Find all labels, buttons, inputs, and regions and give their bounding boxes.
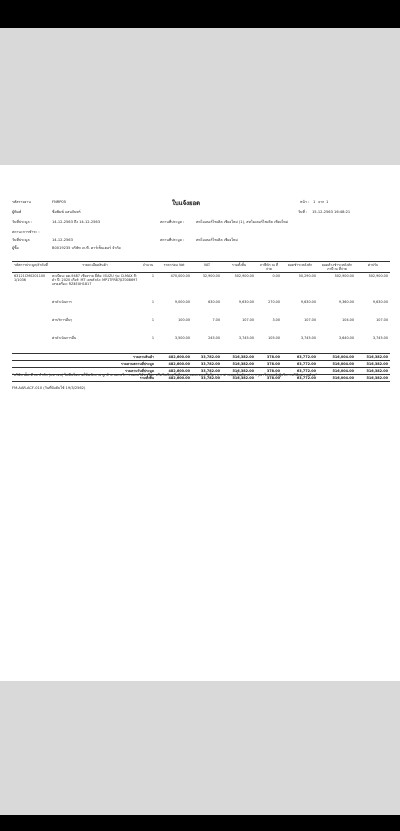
cell-vat: 245.00 xyxy=(208,336,220,340)
col-header-vat: VAT xyxy=(192,262,222,273)
cell-code: 63121CM0201100 1/1036 xyxy=(14,274,46,282)
cell-wht: 0.00 xyxy=(272,274,280,278)
summary-label: รวมตามวันที่ประมูล xyxy=(12,368,156,375)
auction-date-value: 14-12-2563 xyxy=(52,238,73,242)
summary-row-product xyxy=(12,354,390,361)
summary-price: 482,600.00 xyxy=(156,375,192,382)
summary-total: 516,382.00 xyxy=(222,354,256,361)
top-black-bar xyxy=(0,0,400,28)
summary-vat: 33,782.00 xyxy=(192,375,222,382)
cell-qty: 1 xyxy=(151,318,154,322)
col-header-qty: จำนวน xyxy=(140,262,156,273)
cell-wht: 270.00 xyxy=(268,300,280,304)
form-code: FM-AAR-ACF-010 (วันที่บังคับใช้ 19/3/2562) xyxy=(12,386,86,390)
cell-wht: 3.00 xyxy=(272,318,280,322)
cell-total: 9,630.00 xyxy=(238,300,254,304)
cell-price: 3,500.00 xyxy=(174,336,190,340)
cell-paid: 50,290.00 xyxy=(298,274,316,278)
page-title: ใบแจ้งยอด xyxy=(172,200,201,207)
summary-wht: 378.00 xyxy=(256,361,282,368)
page-value: 1 xyxy=(313,200,316,204)
col-header-wht: ภาษีหัก ณ ที่จ่าย xyxy=(256,262,282,273)
summary-net: 516,004.00 xyxy=(318,375,356,382)
cell-desc: ทะเบียน: ผต-9487 เชียงราย ยี่ห้อ: ISUZU รุ่น: D-MAX สี: ดำ ปี: 2020 เกียร์: MT เลขตัวถัง: MP1TFR87JLT008697 เลขเครื่อง: RZ4EUH1817 xyxy=(52,274,138,286)
cell-price: 9,000.00 xyxy=(174,300,190,304)
cell-total: 107.00 xyxy=(242,318,254,322)
cell-fine: 502,900.00 xyxy=(368,274,388,278)
summary-price: 482,600.00 xyxy=(156,354,192,361)
cell-price: 100.00 xyxy=(178,318,190,322)
page-of-label: จาก xyxy=(318,200,325,204)
location-label: สถานที่ประมูล : xyxy=(160,220,185,224)
summary-price: 482,600.00 xyxy=(156,368,192,375)
cell-paid: 9,630.00 xyxy=(300,300,316,304)
doc-code-label: รหัสรายงาน xyxy=(12,200,31,204)
cell-fine: 9,630.00 xyxy=(372,300,388,304)
cell-wht: 105.00 xyxy=(268,336,280,340)
summary-fine: 516,382.00 xyxy=(356,361,390,368)
summary-total: 516,382.00 xyxy=(222,368,256,375)
summary-net: 516,004.00 xyxy=(318,361,356,368)
summary-vat: 33,782.00 xyxy=(192,361,222,368)
cell-desc: ค่าดำเนินการอื่น xyxy=(52,336,77,340)
summary-total: 516,382.00 xyxy=(222,375,256,382)
summary-fine: 516,382.00 xyxy=(356,368,390,375)
col-header-code: รหัสการประมูล/ลำดับที่ xyxy=(12,262,50,273)
cell-vat: 630.00 xyxy=(208,300,220,304)
buyer-label: ผู้ซื้อ xyxy=(12,246,19,250)
summary-wht: 378.00 xyxy=(256,375,282,382)
summary-fine: 516,382.00 xyxy=(356,354,390,361)
payment-status-label: สถานะการชำระ : xyxy=(12,230,40,234)
summary-paid: 63,772.00 xyxy=(282,354,318,361)
date-label: วันที่ : xyxy=(298,210,308,214)
cell-net: 3,640.00 xyxy=(338,336,354,340)
cell-fine: 107.00 xyxy=(376,318,388,322)
col-header-fine: ค่าปรับ xyxy=(356,262,390,273)
buyer-value: B0019235 บริษัท เก.ที. คาร์เซ็นเตอร์ จำกัด xyxy=(52,246,121,250)
summary-paid: 63,772.00 xyxy=(282,368,318,375)
bottom-black-bar xyxy=(0,815,400,831)
summary-paid: 63,772.00 xyxy=(282,375,318,382)
summary-net: 516,004.00 xyxy=(318,368,356,375)
location-value: สหโมเตอร์ไซเคิล เชียงใหม่ (1), สหโมเตอร์ไซเคิล เชียงใหม่ xyxy=(196,220,289,224)
doc-code-value: FNRP05 xyxy=(52,200,66,204)
summary-label: รวมตามสถานที่ประมูล xyxy=(12,361,156,368)
cell-fine: 3,745.00 xyxy=(372,336,388,340)
cell-qty: 1 xyxy=(151,274,154,278)
summary-paid: 63,772.00 xyxy=(282,361,318,368)
col-header-desc: รายละเอียดสินค้า xyxy=(50,262,140,273)
cell-net: 104.00 xyxy=(342,318,354,322)
cell-net: 9,360.00 xyxy=(338,300,354,304)
col-header-paid: ยอดชำระหลังหัก xyxy=(282,262,318,273)
printer-value: ชื่อพิมพ์ แสนจันทร์ xyxy=(52,210,81,214)
date-value: 15-12-2563 16:48:21 xyxy=(312,210,351,214)
cell-paid: 3,745.00 xyxy=(300,336,316,340)
cell-qty: 1 xyxy=(151,300,154,304)
summary-net: 516,004.00 xyxy=(318,354,356,361)
cell-net: 502,900.00 xyxy=(334,274,354,278)
cell-qty: 1 xyxy=(151,336,154,340)
summary-label: รวมตามสินค้า xyxy=(12,354,156,361)
cell-desc: ค่าบริการอื่นๆ xyxy=(52,318,73,322)
cell-vat: 32,900.00 xyxy=(202,274,220,278)
summary-wht: 378.00 xyxy=(256,354,282,361)
period-label: วันที่ประมูล : xyxy=(12,220,32,224)
col-header-net: ยอดค้างชำระหลังหักภาษี ณ ที่จ่าย xyxy=(318,262,356,273)
summary-price: 482,600.00 xyxy=(156,361,192,368)
period-value: 14-12-2563 ถึง 14-12-2563 xyxy=(52,220,100,224)
cell-total: 3,745.00 xyxy=(238,336,254,340)
auction-place-label: สถานที่ประมูล : xyxy=(160,238,185,242)
summary-wht: 378.00 xyxy=(256,368,282,375)
col-header-total: รวมทั้งสิ้น xyxy=(222,262,256,273)
auction-date-label: วันที่ประมูล xyxy=(12,238,30,242)
summary-vat: 33,782.00 xyxy=(192,354,222,361)
page-label: หน้า : xyxy=(300,200,310,204)
summary-vat: 33,782.00 xyxy=(192,368,222,375)
cell-price: 470,000.00 xyxy=(170,274,190,278)
summary-total: 516,382.00 xyxy=(222,361,256,368)
printer-label: ผู้พิมพ์ xyxy=(12,210,22,214)
cell-desc: ค่าดำเนินการ xyxy=(52,300,72,304)
statement-page xyxy=(0,165,400,681)
summary-fine: 516,382.00 xyxy=(356,375,390,382)
cell-total: 502,900.00 xyxy=(234,274,254,278)
cell-paid: 107.00 xyxy=(304,318,316,322)
table-header-row xyxy=(12,262,390,273)
footer-note: "บริษัท เอ็ม ดี เค จำกัด (มหาชน) ไม่มีนโยบายให้พนักงาน ลูกจ้าง และบริการของบริษัท เรียก หรือรับเงินหรือสิ่งของ ตอบแทนหรือใดๆ หากท่านพบเห็นดังกล่าว กรุณาโปรดแจ้งผู้บริหารบริษัททราบด้วย" xyxy=(12,373,318,377)
cell-vat: 7.00 xyxy=(212,318,220,322)
summary-label: รวมทั้งสิ้น xyxy=(12,375,156,382)
table-row xyxy=(12,273,390,288)
statement-table xyxy=(12,261,390,382)
auction-place-value: สหโมเตอร์ไซเคิล เชียงใหม่ xyxy=(196,238,238,242)
col-header-price: ราคาก่อน Vat xyxy=(156,262,192,273)
page-total: 1 xyxy=(326,200,329,204)
summary-row-location xyxy=(12,361,390,368)
